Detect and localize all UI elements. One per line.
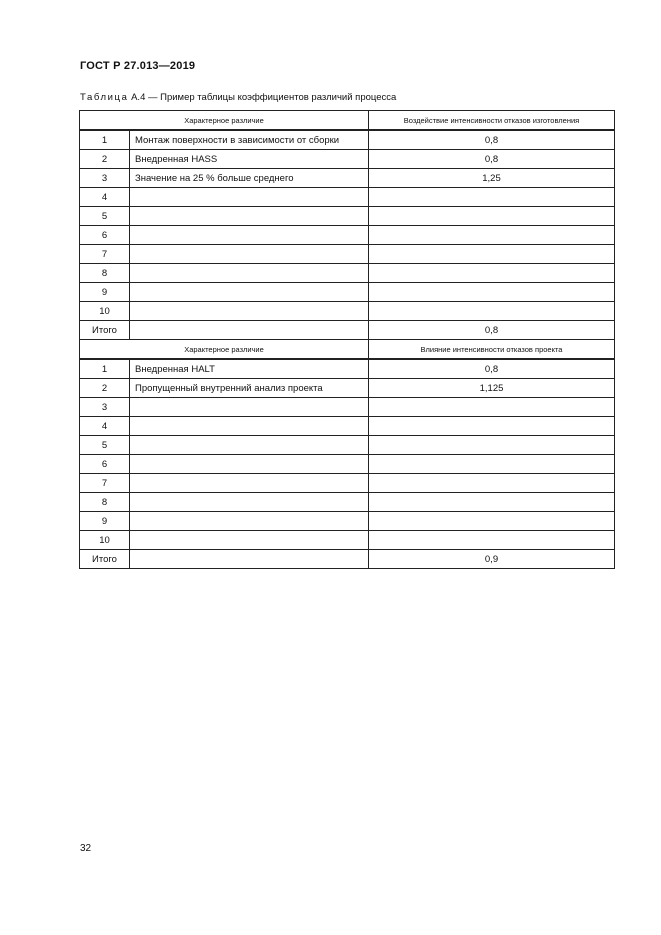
table-row <box>80 169 615 188</box>
column-header-characteristic: Характерное различие <box>80 340 369 360</box>
row-description-cell: Монтаж поверхности в зависимости от сборки <box>130 130 369 150</box>
row-number-cell: 4 <box>80 417 130 436</box>
row-description-cell: Внедренная HALT <box>130 359 369 379</box>
row-value-cell <box>369 207 615 226</box>
row-value-cell <box>369 512 615 531</box>
row-description-cell <box>130 283 369 302</box>
table-section-header <box>80 340 615 360</box>
table-section-header <box>80 111 615 131</box>
row-description-cell <box>130 398 369 417</box>
row-number-cell: 2 <box>80 150 130 169</box>
row-number-cell: 10 <box>80 302 130 321</box>
row-value-cell: 0,8 <box>369 359 615 379</box>
table-row <box>80 531 615 550</box>
row-description-cell: Значение на 25 % больше среднего <box>130 169 369 188</box>
row-number-cell: 8 <box>80 264 130 283</box>
table-caption-text: А.4 — Пример таблицы коэффициентов различий процесса <box>128 92 397 103</box>
table-row <box>80 207 615 226</box>
row-description-cell <box>130 245 369 264</box>
row-number-cell: 2 <box>80 379 130 398</box>
table-row <box>80 359 615 379</box>
page-number: 32 <box>80 843 92 854</box>
table-row <box>80 550 615 569</box>
table-row <box>80 150 615 169</box>
row-value-cell <box>369 283 615 302</box>
table-row <box>80 455 615 474</box>
row-value-cell <box>369 455 615 474</box>
row-value-cell <box>369 226 615 245</box>
row-value-cell <box>369 474 615 493</box>
row-number-cell: 5 <box>80 207 130 226</box>
row-description-cell <box>130 417 369 436</box>
row-value-cell <box>369 417 615 436</box>
row-value-cell <box>369 436 615 455</box>
column-header-characteristic: Характерное различие <box>80 111 369 131</box>
table-row <box>80 283 615 302</box>
table-row <box>80 493 615 512</box>
row-description-cell <box>130 512 369 531</box>
table-row <box>80 436 615 455</box>
row-description-cell <box>130 455 369 474</box>
row-description-cell <box>130 264 369 283</box>
table-row <box>80 302 615 321</box>
row-description-cell <box>130 302 369 321</box>
table-row <box>80 379 615 398</box>
row-description-cell <box>130 550 369 569</box>
row-number-cell: 7 <box>80 245 130 264</box>
table-row <box>80 321 615 340</box>
row-number-cell: 9 <box>80 283 130 302</box>
table-caption-prefix: Таблица <box>80 92 129 103</box>
row-number-cell: 7 <box>80 474 130 493</box>
row-value-cell: 0,8 <box>369 130 615 150</box>
document-header: ГОСТ Р 27.013—2019 <box>80 60 196 72</box>
table-row <box>80 512 615 531</box>
table-row <box>80 245 615 264</box>
row-value-cell <box>369 398 615 417</box>
column-header-impact: Воздействие интенсивности отказов изготовления <box>369 111 615 131</box>
row-number-cell: Итого <box>80 550 130 569</box>
table-row <box>80 188 615 207</box>
table-row <box>80 417 615 436</box>
row-number-cell: Итого <box>80 321 130 340</box>
row-number-cell: 10 <box>80 531 130 550</box>
table-row <box>80 264 615 283</box>
row-value-cell <box>369 264 615 283</box>
row-number-cell: 6 <box>80 226 130 245</box>
row-value-cell <box>369 493 615 512</box>
row-description-cell <box>130 474 369 493</box>
row-value-cell <box>369 302 615 321</box>
row-value-cell <box>369 188 615 207</box>
row-number-cell: 1 <box>80 359 130 379</box>
row-number-cell: 1 <box>80 130 130 150</box>
row-value-cell: 0,8 <box>369 150 615 169</box>
row-description-cell: Внедренная HASS <box>130 150 369 169</box>
row-description-cell <box>130 436 369 455</box>
row-value-cell: 1,125 <box>369 379 615 398</box>
column-header-impact: Влияние интенсивности отказов проекта <box>369 340 615 360</box>
row-number-cell: 6 <box>80 455 130 474</box>
row-number-cell: 3 <box>80 398 130 417</box>
row-description-cell <box>130 188 369 207</box>
row-value-cell <box>369 531 615 550</box>
row-number-cell: 5 <box>80 436 130 455</box>
table-row <box>80 474 615 493</box>
coefficients-table <box>79 110 615 569</box>
row-value-cell: 0,9 <box>369 550 615 569</box>
row-number-cell: 8 <box>80 493 130 512</box>
row-number-cell: 3 <box>80 169 130 188</box>
row-description-cell <box>130 207 369 226</box>
row-value-cell: 1,25 <box>369 169 615 188</box>
row-description-cell: Пропущенный внутренний анализ проекта <box>130 379 369 398</box>
table-row <box>80 398 615 417</box>
row-value-cell: 0,8 <box>369 321 615 340</box>
table-caption <box>80 92 396 103</box>
table-row <box>80 226 615 245</box>
row-number-cell: 9 <box>80 512 130 531</box>
row-number-cell: 4 <box>80 188 130 207</box>
row-value-cell <box>369 245 615 264</box>
row-description-cell <box>130 321 369 340</box>
row-description-cell <box>130 531 369 550</box>
row-description-cell <box>130 493 369 512</box>
table-row <box>80 130 615 150</box>
row-description-cell <box>130 226 369 245</box>
